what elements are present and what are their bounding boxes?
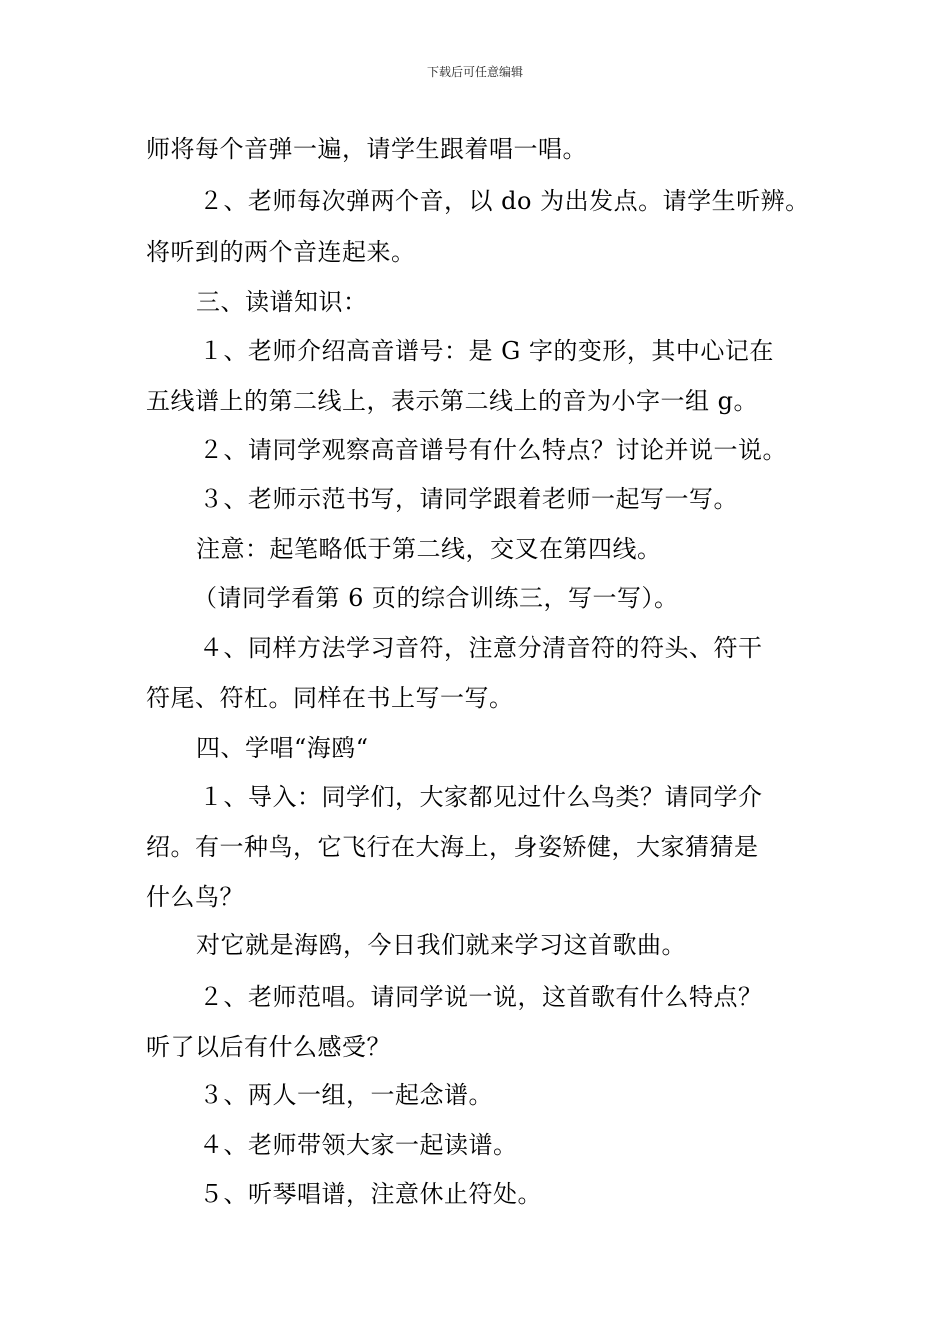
text-line: １、导入：同学们，大家都见过什么鸟类？请同学介 [199, 783, 763, 811]
text-line: 五线谱上的第二线上，表示第二线上的音为小字一组 g。 [146, 387, 758, 415]
text-line: （请同学看第 6 页的综合训练三，写一写）。 [193, 584, 679, 612]
text-line: ２、老师每次弹两个音，以 do 为出发点。请学生听辨。 [199, 187, 810, 215]
section-heading: 四、学唱“海鸥“ [196, 734, 369, 762]
text-line: 师将每个音弹一遍，请学生跟着唱一唱。 [146, 135, 587, 163]
section-heading: 三、读谱知识： [196, 288, 368, 316]
text-line: 听了以后有什么感受？ [146, 1033, 391, 1061]
text-line: ３、两人一组，一起念谱。 [199, 1081, 493, 1109]
text-line: 注意：起笔略低于第二线，交叉在第四线。 [196, 535, 662, 563]
text-line: ３、老师示范书写，请同学跟着老师一起写一写。 [199, 485, 738, 513]
text-line: 绍。有一种鸟，它飞行在大海上，身姿矫健，大家猜猜是 [146, 833, 759, 861]
text-line: ２、请同学观察高音谱号有什么特点？讨论并说一说。 [199, 436, 787, 464]
text-line: １、老师介绍高音谱号：是 G 字的变形，其中心记在 [199, 337, 774, 365]
page-header: 下载后可任意编辑 [426, 65, 523, 79]
text-line: 符尾、符杠。同样在书上写一写。 [146, 684, 514, 712]
text-line: 什么鸟？ [146, 883, 244, 911]
text-line: ５、听琴唱谱，注意休止符处。 [199, 1180, 542, 1208]
text-line: ２、老师范唱。请同学说一说，这首歌有什么特点？ [199, 983, 763, 1011]
text-line: 将听到的两个音连起来。 [146, 238, 416, 266]
text-line: 对它就是海鸥，今日我们就来学习这首歌曲。 [196, 931, 686, 959]
text-line: ４、老师带领大家一起读谱。 [199, 1131, 518, 1159]
text-line: ４、同样方法学习音符，注意分清音符的符头、符干 [199, 634, 763, 662]
